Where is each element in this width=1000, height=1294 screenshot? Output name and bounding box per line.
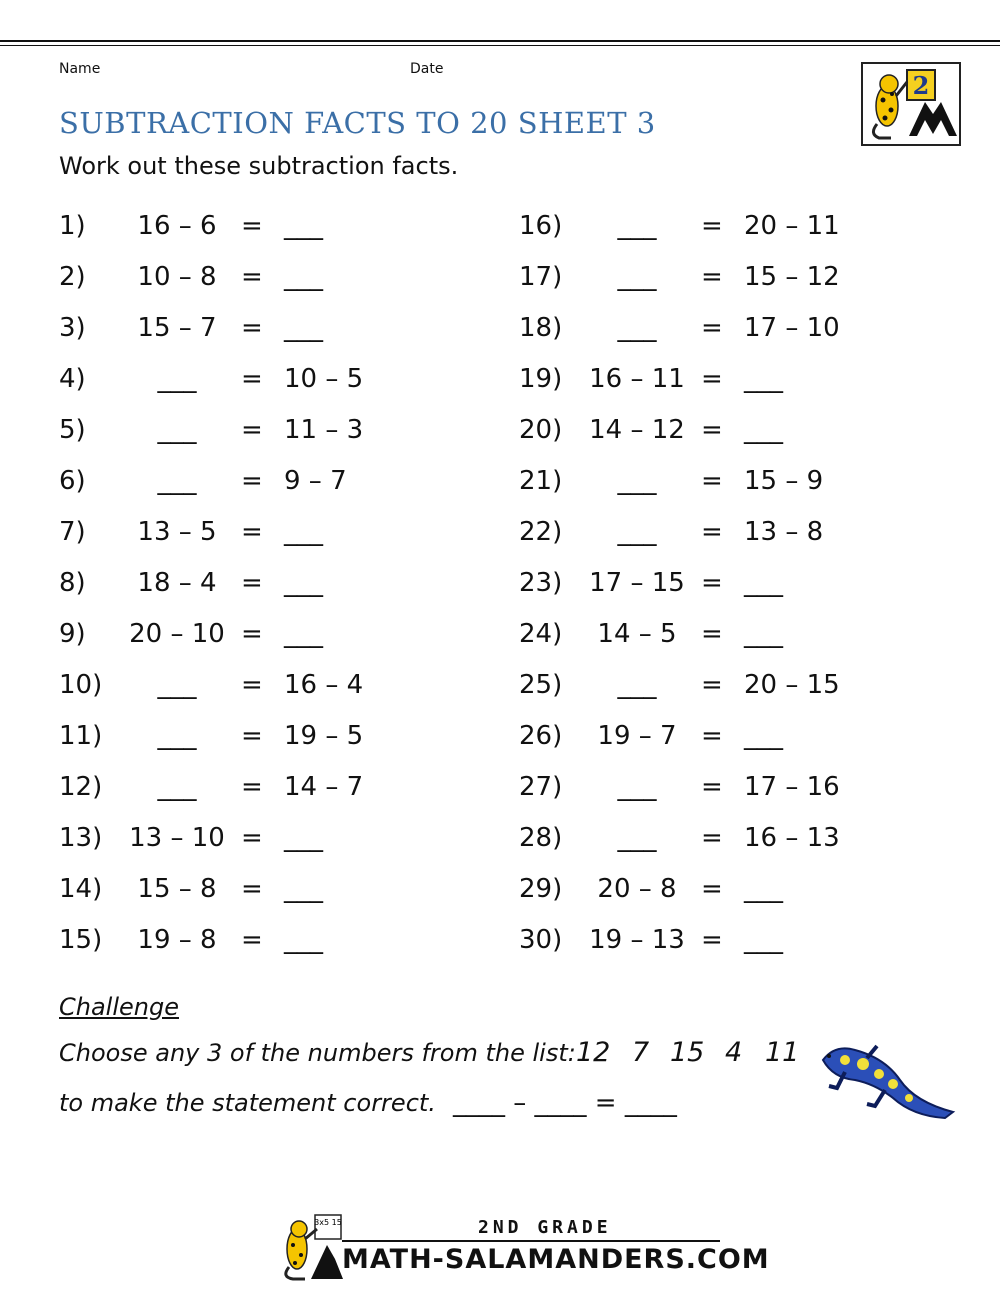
- equals-sign: =: [241, 517, 263, 547]
- question-left-side: 19 – 8: [137, 925, 217, 955]
- equals-sign: =: [701, 823, 723, 853]
- footer-salamander-icon: [275, 1213, 345, 1281]
- answer-blank[interactable]: ___: [284, 568, 323, 598]
- instructions: Work out these subtraction facts.: [59, 152, 459, 180]
- question-number: 25): [519, 670, 563, 700]
- answer-blank[interactable]: ___: [617, 823, 657, 853]
- question-number: 28): [519, 823, 563, 853]
- question-row: [519, 823, 919, 863]
- question-number: 13): [59, 823, 103, 853]
- question-number: 16): [519, 211, 563, 241]
- equals-sign: =: [701, 568, 723, 598]
- question-left-side: 19 – 13: [589, 925, 685, 955]
- question-left-side: 15 – 7: [137, 313, 217, 343]
- question-row: [59, 466, 459, 506]
- equals-sign: =: [701, 670, 723, 700]
- answer-blank[interactable]: ___: [744, 721, 783, 751]
- question-right-side: 14 – 7: [284, 772, 364, 802]
- question-number: 17): [519, 262, 563, 292]
- equals-sign: =: [701, 364, 723, 394]
- answer-blank[interactable]: ___: [284, 262, 323, 292]
- page-title: SUBTRACTION FACTS TO 20 SHEET 3: [59, 106, 656, 140]
- question-row: [519, 721, 919, 761]
- equals-sign: =: [701, 619, 723, 649]
- equals-sign: =: [241, 211, 263, 241]
- question-left-side: 15 – 8: [137, 874, 217, 904]
- equals-sign: =: [701, 721, 723, 751]
- question-row: [519, 925, 919, 965]
- question-row: [59, 670, 459, 710]
- footer-grade: 2ND GRADE: [478, 1217, 612, 1238]
- answer-blank[interactable]: ___: [617, 517, 657, 547]
- question-right-side: 11 – 3: [284, 415, 364, 445]
- question-right-side: 17 – 10: [744, 313, 840, 343]
- equals-sign: =: [241, 466, 263, 496]
- question-row: [59, 364, 459, 404]
- question-row: [519, 211, 919, 251]
- question-row: [59, 619, 459, 659]
- question-left-side: 19 – 7: [597, 721, 677, 751]
- question-right-side: 9 – 7: [284, 466, 347, 496]
- question-row: [59, 721, 459, 761]
- question-left-side: 14 – 12: [589, 415, 685, 445]
- top-rule-thin: [0, 45, 1000, 46]
- question-number: 9): [59, 619, 86, 649]
- date-label: Date: [410, 61, 444, 77]
- question-row: [519, 568, 919, 608]
- question-number: 20): [519, 415, 563, 445]
- answer-blank[interactable]: ___: [157, 670, 197, 700]
- equals-sign: =: [241, 670, 263, 700]
- equals-sign: =: [701, 466, 723, 496]
- equals-sign: =: [241, 721, 263, 751]
- salamander-icon: [815, 1040, 960, 1130]
- question-left-side: 20 – 8: [597, 874, 677, 904]
- answer-blank[interactable]: ___: [157, 466, 197, 496]
- question-row: [519, 874, 919, 914]
- question-row: [59, 925, 459, 965]
- equals-sign: =: [701, 772, 723, 802]
- question-right-side: 15 – 12: [744, 262, 840, 292]
- question-row: [519, 517, 919, 557]
- equals-sign: =: [241, 364, 263, 394]
- question-left-side: 16 – 11: [589, 364, 685, 394]
- question-row: [519, 670, 919, 710]
- answer-blank[interactable]: ___: [157, 772, 197, 802]
- challenge-number: 7: [632, 1037, 650, 1068]
- answer-blank[interactable]: ___: [744, 874, 783, 904]
- equals-sign: =: [241, 772, 263, 802]
- question-number: 7): [59, 517, 86, 547]
- answer-blank[interactable]: ___: [284, 823, 323, 853]
- answer-blank[interactable]: ___: [744, 364, 783, 394]
- question-row: [59, 313, 459, 353]
- challenge-number: 4: [725, 1037, 743, 1068]
- question-row: [59, 772, 459, 812]
- question-row: [59, 211, 459, 251]
- challenge-number: 11: [765, 1037, 800, 1068]
- question-row: [59, 568, 459, 608]
- question-row: [59, 262, 459, 302]
- answer-blank[interactable]: ___: [744, 568, 783, 598]
- question-left-side: 20 – 10: [129, 619, 225, 649]
- question-right-side: 17 – 16: [744, 772, 840, 802]
- question-number: 10): [59, 670, 103, 700]
- equals-sign: =: [701, 262, 723, 292]
- question-number: 2): [59, 262, 86, 292]
- question-right-side: 13 – 8: [744, 517, 824, 547]
- equals-sign: =: [241, 313, 263, 343]
- equals-sign: =: [701, 313, 723, 343]
- question-row: [59, 874, 459, 914]
- equals-sign: =: [241, 925, 263, 955]
- answer-blank[interactable]: ___: [617, 313, 657, 343]
- answer-blank[interactable]: ___: [744, 415, 783, 445]
- question-number: 29): [519, 874, 563, 904]
- equals-sign: =: [701, 211, 723, 241]
- question-number: 18): [519, 313, 563, 343]
- question-row: [519, 415, 919, 455]
- challenge-instruction: Choose any 3 of the numbers from the list:: [59, 1039, 576, 1067]
- challenge-statement: to make the statement correct.: [59, 1089, 436, 1117]
- challenge-title: Challenge: [59, 993, 179, 1021]
- answer-blank[interactable]: ___: [617, 262, 657, 292]
- answer-blank[interactable]: ___: [617, 670, 657, 700]
- question-number: 3): [59, 313, 86, 343]
- question-row: [519, 466, 919, 506]
- question-left-side: 16 – 6: [137, 211, 217, 241]
- question-number: 14): [59, 874, 103, 904]
- answer-blank[interactable]: ___: [284, 619, 323, 649]
- name-label: Name: [59, 61, 101, 77]
- challenge-number: 12: [576, 1037, 611, 1068]
- question-left-side: 14 – 5: [597, 619, 677, 649]
- question-number: 22): [519, 517, 563, 547]
- top-rule: [0, 40, 1000, 42]
- question-row: [59, 415, 459, 455]
- answer-blank[interactable]: ___: [617, 211, 657, 241]
- question-row: [519, 619, 919, 659]
- question-number: 12): [59, 772, 103, 802]
- answer-blank[interactable]: ___: [617, 772, 657, 802]
- question-number: 23): [519, 568, 563, 598]
- answer-blank[interactable]: ___: [744, 925, 783, 955]
- equals-sign: =: [701, 415, 723, 445]
- answer-blank[interactable]: ___: [284, 211, 323, 241]
- equals-sign: =: [241, 874, 263, 904]
- equals-sign: =: [241, 415, 263, 445]
- answer-blank[interactable]: ___: [157, 415, 197, 445]
- answer-blank[interactable]: ___: [157, 721, 197, 751]
- question-number: 4): [59, 364, 86, 394]
- question-right-side: 16 – 4: [284, 670, 364, 700]
- answer-blank[interactable]: ___: [284, 517, 323, 547]
- equals-sign: =: [241, 568, 263, 598]
- question-right-side: 15 – 9: [744, 466, 824, 496]
- equals-sign: =: [701, 874, 723, 904]
- question-row: [59, 517, 459, 557]
- question-row: [519, 364, 919, 404]
- question-left-side: 13 – 5: [137, 517, 217, 547]
- question-right-side: 10 – 5: [284, 364, 364, 394]
- answer-blank[interactable]: ___: [284, 313, 323, 343]
- question-number: 26): [519, 721, 563, 751]
- question-right-side: 16 – 13: [744, 823, 840, 853]
- question-row: [59, 823, 459, 863]
- question-row: [519, 313, 919, 353]
- equals-sign: =: [701, 925, 723, 955]
- answer-blank[interactable]: ___: [157, 364, 197, 394]
- question-right-side: 20 – 11: [744, 211, 840, 241]
- question-number: 1): [59, 211, 86, 241]
- footer-site[interactable]: MATH-SALAMANDERS.COM: [342, 1244, 770, 1275]
- equals-sign: =: [241, 619, 263, 649]
- question-number: 21): [519, 466, 563, 496]
- answer-blank[interactable]: ___: [617, 466, 657, 496]
- question-row: [519, 772, 919, 812]
- question-number: 11): [59, 721, 103, 751]
- challenge-answer-blanks[interactable]: ____ – ____ = ____: [453, 1088, 677, 1118]
- question-left-side: 10 – 8: [137, 262, 217, 292]
- question-number: 19): [519, 364, 563, 394]
- salamander-logo-icon: [863, 64, 959, 144]
- question-row: [519, 262, 919, 302]
- question-number: 30): [519, 925, 563, 955]
- question-left-side: 17 – 15: [589, 568, 685, 598]
- question-left-side: 18 – 4: [137, 568, 217, 598]
- grade-logo: [861, 62, 961, 146]
- question-right-side: 20 – 15: [744, 670, 840, 700]
- question-number: 5): [59, 415, 86, 445]
- footer-rule: [342, 1240, 720, 1242]
- answer-blank[interactable]: ___: [284, 874, 323, 904]
- logo-digit: 2: [912, 71, 930, 100]
- equals-sign: =: [241, 823, 263, 853]
- question-number: 6): [59, 466, 86, 496]
- question-number: 27): [519, 772, 563, 802]
- equals-sign: =: [701, 517, 723, 547]
- question-right-side: 19 – 5: [284, 721, 364, 751]
- answer-blank[interactable]: ___: [284, 925, 323, 955]
- question-number: 8): [59, 568, 86, 598]
- challenge-number: 15: [670, 1037, 705, 1068]
- question-number: 24): [519, 619, 563, 649]
- question-left-side: 13 – 10: [129, 823, 225, 853]
- answer-blank[interactable]: ___: [744, 619, 783, 649]
- question-number: 15): [59, 925, 103, 955]
- footer-badge-text: 3x5 15: [314, 1218, 342, 1227]
- equals-sign: =: [241, 262, 263, 292]
